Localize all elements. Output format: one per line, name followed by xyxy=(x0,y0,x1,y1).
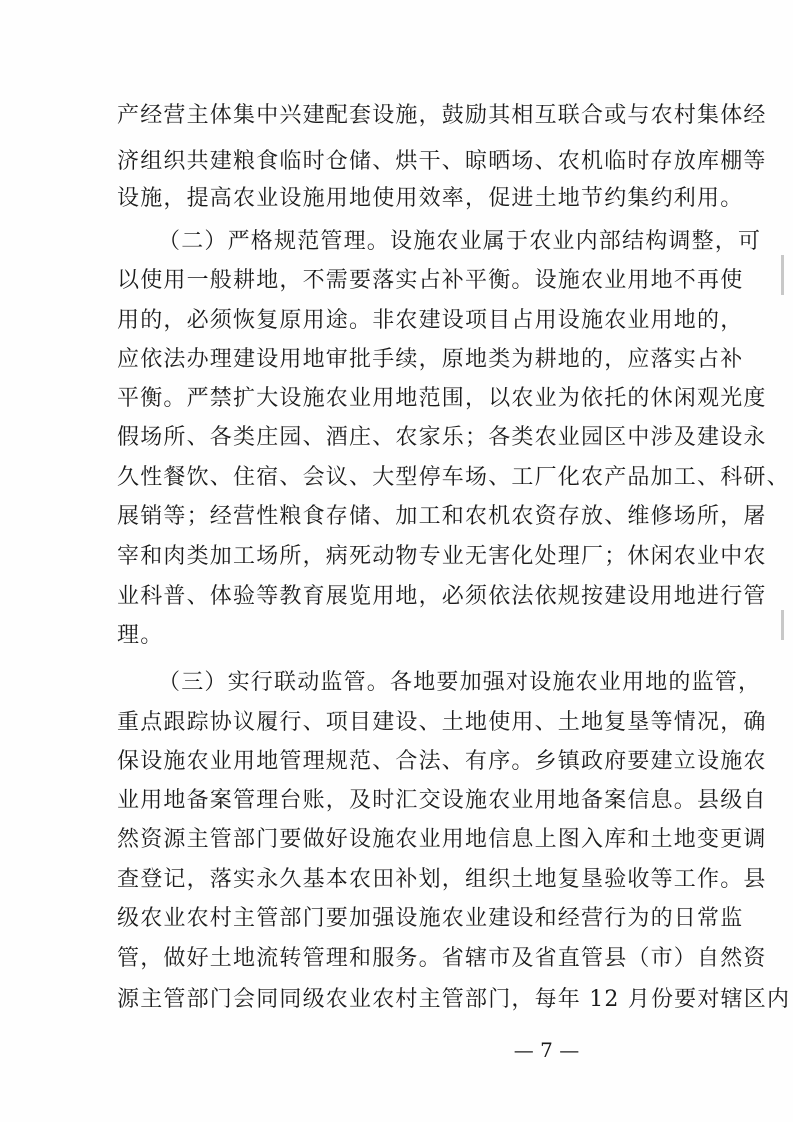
text-line: 业用地备案管理台账，及时汇交设施农业用地备案信息。县级自 xyxy=(117,788,767,813)
text-line: 展销等；经营性粮食存储、加工和农机农资存放、维修场所，屠 xyxy=(117,504,767,529)
text-line: 业科普、体验等教育展览用地，必须依法依规按建设用地进行管 xyxy=(117,584,767,609)
text-line: 查登记，落实永久基本农田补划，组织土地复垦验收等工作。县 xyxy=(117,867,767,892)
text-line: 久性餐饮、住宿、会议、大型停车场、工厂化农产品加工、科研、 xyxy=(117,465,790,490)
text-line: 然资源主管部门要做好设施农业用地信息上图入库和土地变更调 xyxy=(117,827,767,852)
text-line: 产经营主体集中兴建配套设施，鼓励其相互联合或与农村集体经 xyxy=(117,103,767,128)
page-number xyxy=(0,1038,793,1062)
text-line: 理。 xyxy=(117,623,164,648)
text-line: 以使用一般耕地，不需要落实占补平衡。设施农业用地不再使 xyxy=(117,268,744,293)
text-line: 级农业农村主管部门要加强设施农业建设和经营行为的日常监 xyxy=(117,906,744,931)
text-line: 保设施农业用地管理规范、合法、有序。乡镇政府要建立设施农 xyxy=(117,749,767,774)
text-line: 管，做好土地流转管理和服务。省辖市及省直管县（市）自然资 xyxy=(117,946,767,971)
text-line: 设施，提高农业设施用地使用效率，促进土地节约集约利用。 xyxy=(117,186,744,211)
text-line: 济组织共建粮食临时仓储、烘干、晾晒场、农机临时存放库棚等 xyxy=(117,149,767,174)
text-line: 宰和肉类加工场所，病死动物专业无害化处理厂；休闲农业中农 xyxy=(117,544,767,569)
text-line: 假场所、各类庄园、酒庄、农家乐；各类农业园区中涉及建设永 xyxy=(117,425,767,450)
text-line: 应依法办理建设用地审批手续，原地类为耕地的，应落实占补 xyxy=(117,347,744,372)
scan-edge-mark xyxy=(781,255,784,295)
page-number-text: — 7 — xyxy=(513,1038,580,1062)
scan-edge-mark xyxy=(781,610,784,640)
text-line: 平衡。严禁扩大设施农业用地范围，以农业为依托的休闲观光度 xyxy=(117,386,767,411)
text-line: （二）严格规范管理。设施农业属于农业内部结构调整，可 xyxy=(158,229,762,254)
text-line: 重点跟踪协议履行、项目建设、土地使用、土地复垦等情况，确 xyxy=(117,710,767,735)
text-line: 用的，必须恢复原用途。非农建设项目占用设施农业用地的， xyxy=(117,308,744,333)
text-line: 源主管部门会同同级农业农村主管部门，每年 12 月份要对辖区内 xyxy=(117,987,791,1012)
text-line: （三）实行联动监管。各地要加强对设施农业用地的监管， xyxy=(158,670,762,695)
